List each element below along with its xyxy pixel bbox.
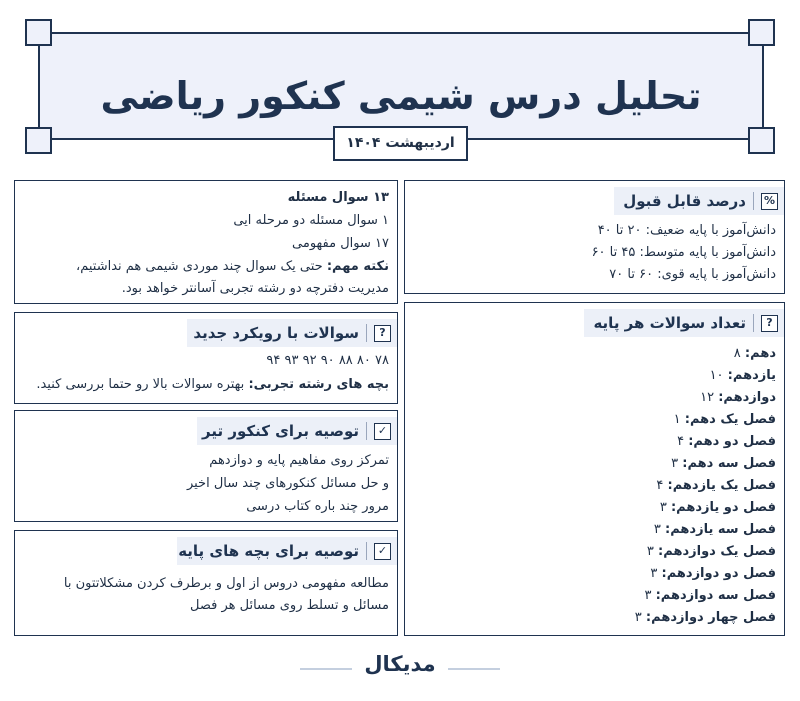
grade-count-row: دوازدهم: ۱۲: [700, 390, 776, 405]
structure-line: ۱ سوال مسئله دو مرحله ایی: [233, 213, 389, 228]
percent-icon: %: [761, 193, 778, 210]
header-divider: [366, 324, 367, 342]
tip-line: مسائل و تسلط روی مسائل هر فصل: [190, 598, 389, 613]
grade-count-row: فصل دو یازدهم: ۳: [659, 500, 776, 515]
base-tips-header: [177, 537, 397, 565]
new-approach-title: سوالات با رویکرد جدید: [193, 324, 359, 342]
base-tips-box: [14, 530, 398, 636]
experimental-note: [36, 376, 389, 394]
acceptable-percent-header: [614, 187, 784, 215]
acceptable-line: دانش‌آموز با پایه قوی: ۶۰ تا ۷۰: [609, 267, 776, 282]
base-tips-title: توصیه برای بچه های پایه: [178, 542, 359, 560]
header-divider: [366, 422, 367, 440]
grade-count-row: فصل چهار دوازدهم: ۳: [634, 610, 776, 625]
question-icon: ?: [374, 325, 391, 342]
tir-tips-title: توصیه برای کنکور تیر: [202, 422, 359, 440]
acceptable-percent-title: درصد قابل قبول: [623, 192, 746, 210]
note-text: مدیریت دفترچه دو رشته تجربی آسانتر خواهد بود.: [121, 281, 389, 296]
brand-logo: مدیکال: [364, 652, 436, 676]
note-text: حتی یک سوال چند موردی شیمی هم نداشتیم،: [76, 259, 323, 274]
grade-count-row: فصل سه دهم: ۳: [671, 456, 776, 471]
new-approach-header: [187, 319, 397, 347]
count-per-grade-header: [584, 309, 784, 337]
grade-count-row: دهم: ۸: [733, 346, 776, 361]
page-title: تحلیل درس شیمی کنکور ریاضی: [100, 74, 702, 118]
tir-tips-box: [14, 410, 398, 522]
grade-count-row: فصل یک دوازدهم: ۳: [646, 544, 776, 559]
new-approach-box: [14, 312, 398, 404]
count-per-grade-title: تعداد سوالات هر پایه: [593, 314, 746, 332]
grade-count-row: فصل یک یازدهم: ۴: [656, 478, 776, 493]
tip-line: تمرکز روی مفاهیم پایه و دوازدهم: [209, 453, 389, 468]
header-divider: [366, 542, 367, 560]
corner-ornament: [748, 19, 775, 46]
header-divider: [753, 192, 754, 210]
tir-tips-header: [197, 417, 397, 445]
grade-count-row: فصل سه دوازدهم: ۳: [644, 588, 776, 603]
structure-line: ۱۷ سوال مفهومی: [292, 236, 389, 251]
grade-count-row: فصل دو دهم: ۴: [677, 434, 776, 449]
note-label: بچه های رشته تجربی:: [248, 377, 389, 392]
grade-count-row: فصل دو دوازدهم: ۳: [650, 566, 776, 581]
tip-line: مرور چند باره کتاب درسی: [246, 499, 389, 514]
corner-ornament: [25, 19, 52, 46]
grade-count-row: یازدهم: ۱۰: [709, 368, 776, 383]
count-per-grade-box: [404, 302, 785, 636]
date-badge: اردیبهشت ۱۴۰۴: [333, 126, 468, 161]
footer-divider: [300, 668, 352, 670]
acceptable-line: دانش‌آموز با پایه ضعیف: ۲۰ تا ۴۰: [597, 223, 776, 238]
corner-ornament: [748, 127, 775, 154]
acceptable-line: دانش‌آموز با پایه متوسط: ۴۵ تا ۶۰: [591, 245, 776, 260]
grade-count-row: فصل سه یازدهم: ۳: [653, 522, 776, 537]
structure-line: ۱۳ سوال مسئله: [287, 190, 389, 205]
note-label: نکته مهم:: [326, 259, 389, 274]
question-numbers: ۷۸ ۸۰ ۸۸ ۹۰ ۹۲ ۹۳ ۹۴: [266, 353, 389, 368]
tip-line: مطالعه مفهومی دروس از اول و برطرف کردن مشکلاتتون با: [63, 576, 389, 591]
check-icon: ✓: [374, 543, 391, 560]
grade-count-row: فصل یک دهم: ۱: [673, 412, 776, 427]
header-frame: [38, 32, 764, 140]
header-divider: [753, 314, 754, 332]
note-text: بهتره سوالات بالا رو حتما بررسی کنید.: [36, 377, 245, 392]
acceptable-percent-box: [404, 180, 785, 294]
structure-box: [14, 180, 398, 304]
question-icon: ?: [761, 315, 778, 332]
check-icon: ✓: [374, 423, 391, 440]
tip-line: و حل مسائل کنکورهای چند سال اخیر: [186, 476, 389, 491]
corner-ornament: [25, 127, 52, 154]
important-note: [76, 258, 389, 276]
footer-divider: [448, 668, 500, 670]
